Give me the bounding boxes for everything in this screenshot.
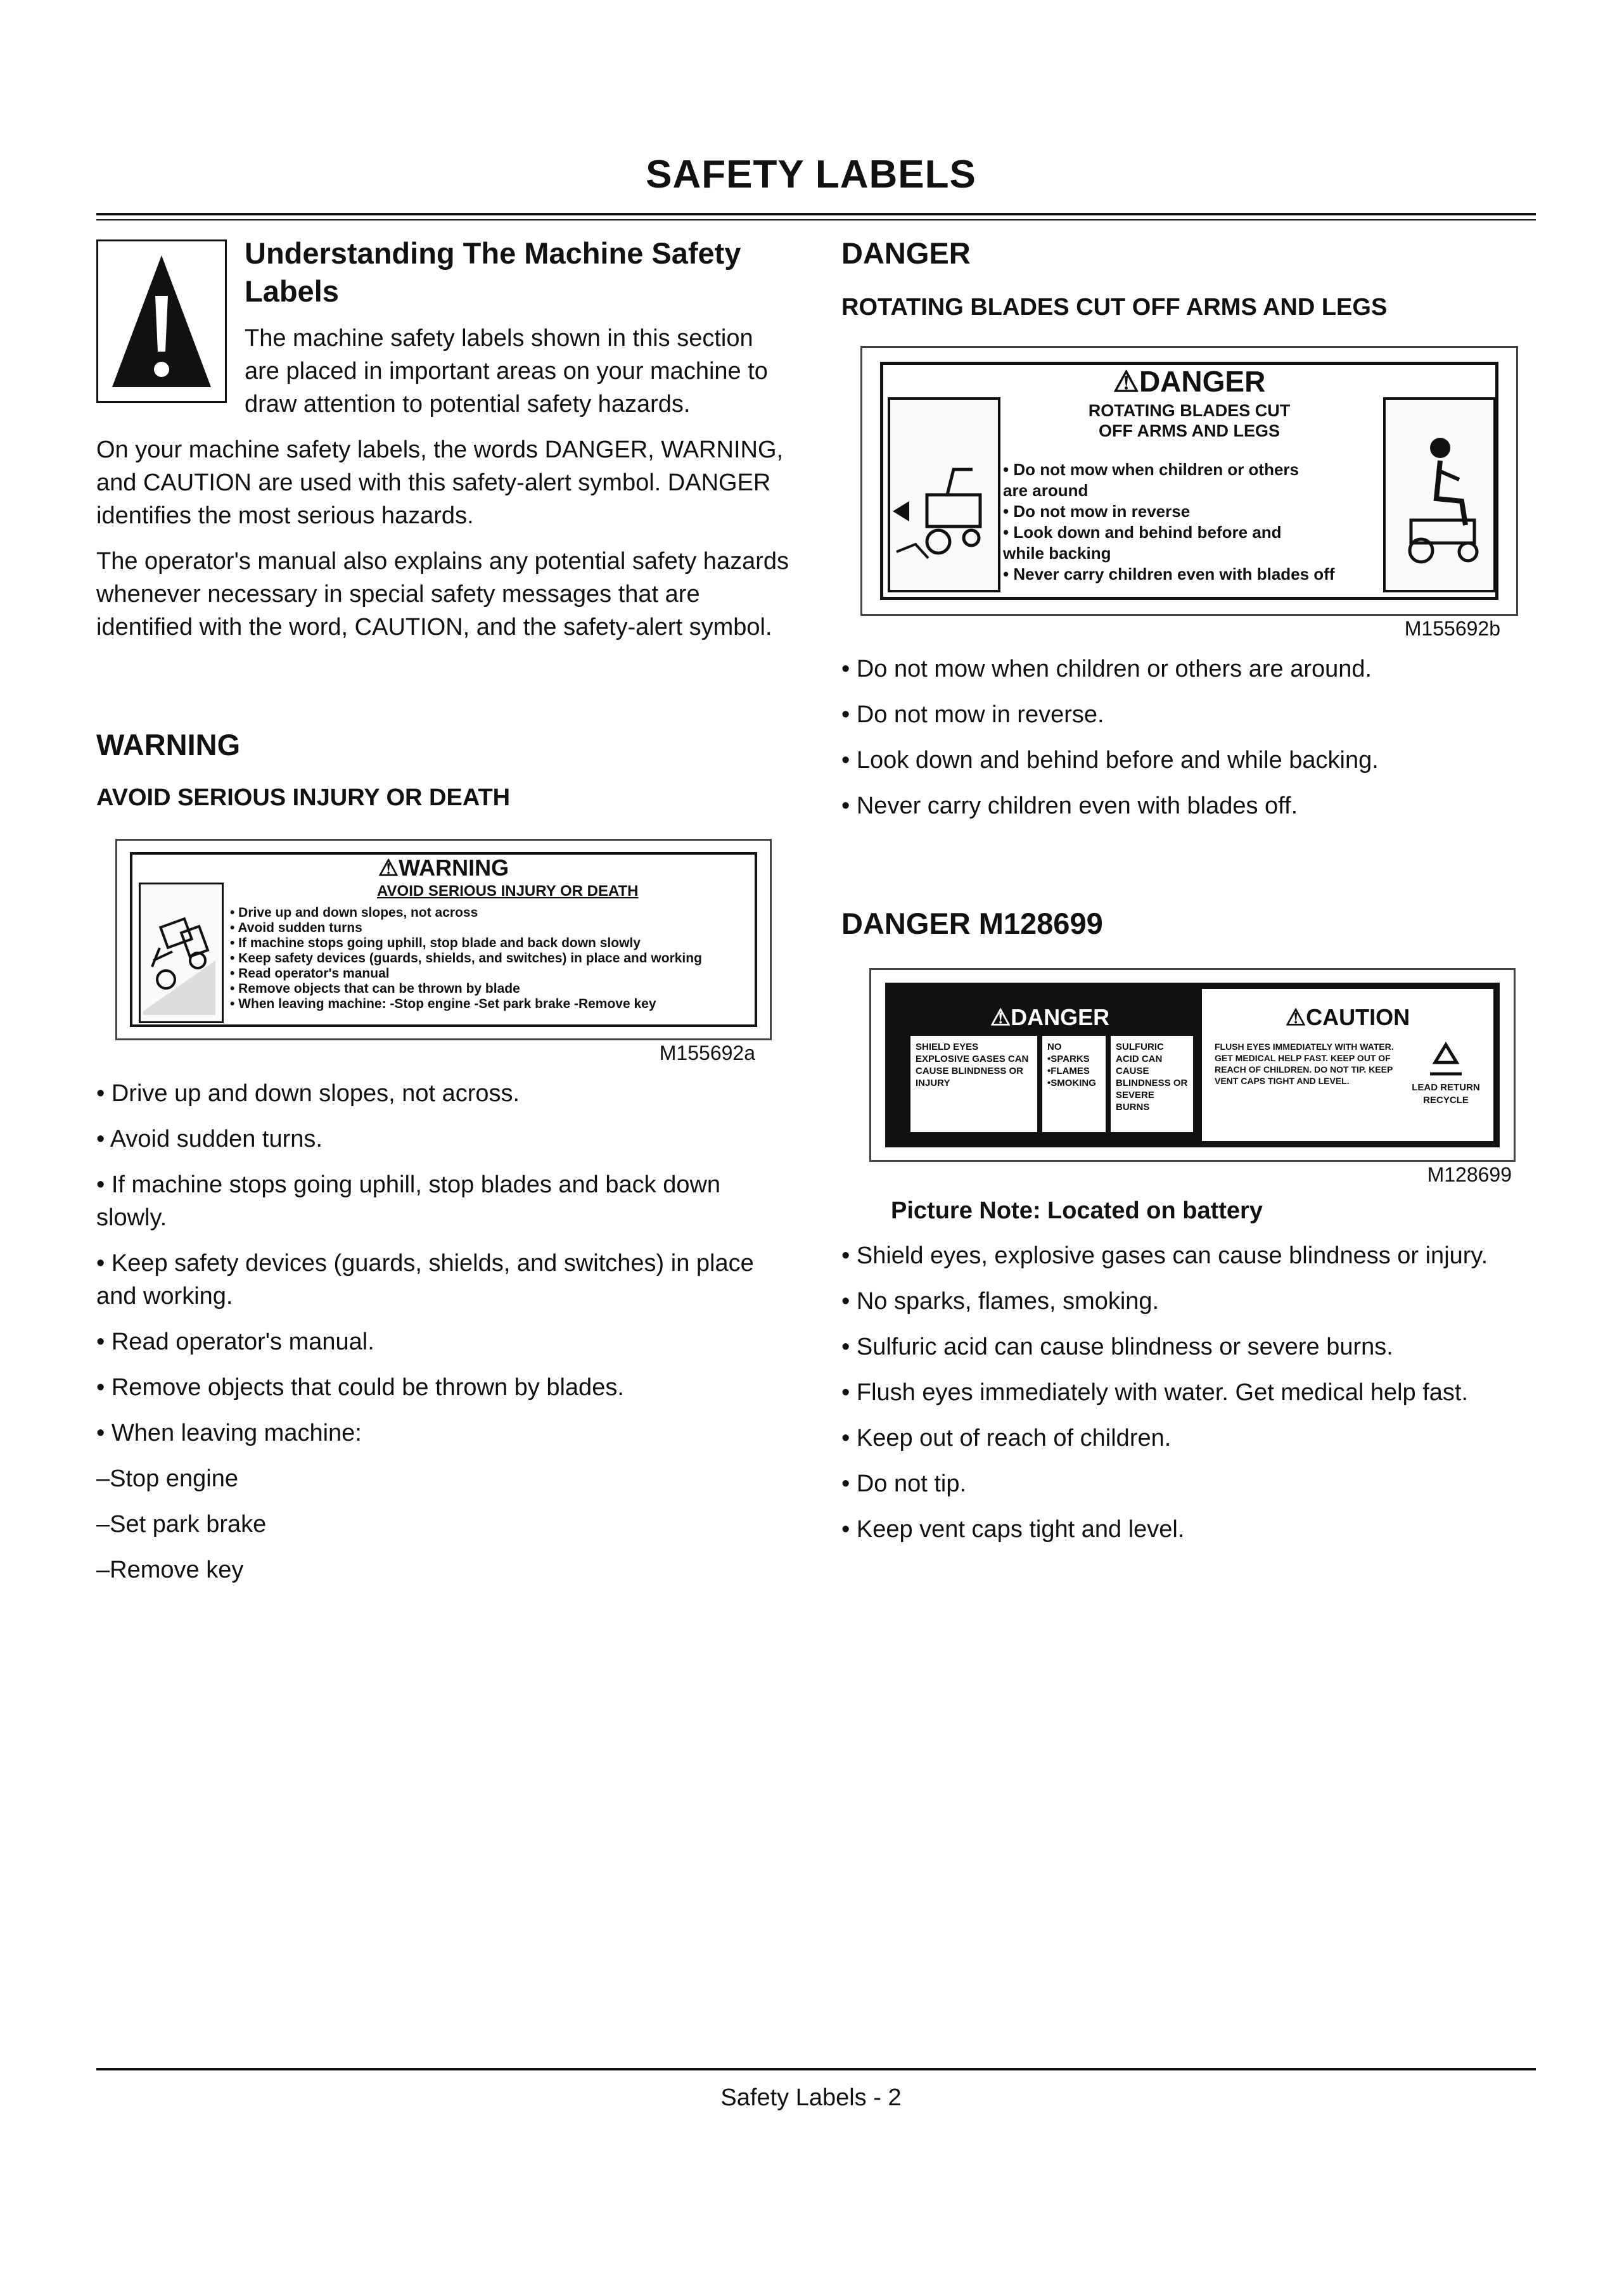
battery-cell-shield-eyes: SHIELD EYES EXPLOSIVE GASES CAN CAUSE BLINDNESS OR INJURY xyxy=(910,1036,1037,1132)
header-rule-thin xyxy=(96,219,1536,220)
danger-decal-line: • Do not mow when children or others xyxy=(1003,460,1300,479)
list-item: • If machine stops going uphill, stop blades and back down slowly. xyxy=(96,1171,721,1231)
list-item: • Flush eyes immediately with water. Get medical help fast. xyxy=(841,1379,1469,1406)
battery-decal-caption: M128699 xyxy=(1427,1163,1512,1186)
intro-paragraph-3: The operator's manual also explains any potential safety hazards whenever necessary in special safety messages that are identified with the word, CAUTION, and the safety-alert symbol. xyxy=(96,548,789,641)
danger-decal xyxy=(860,346,1518,616)
warning-decal-subtitle: AVOID SERIOUS INJURY OR DEATH xyxy=(377,883,639,900)
header-rule xyxy=(96,213,1536,215)
warning-decal-caption: M155692a xyxy=(659,1042,755,1064)
recycle-label: LEAD RETURN RECYCLE xyxy=(1412,1082,1480,1106)
battery-danger-heading: DANGER M128699 xyxy=(841,907,1103,940)
battery-cell-flush-eyes: FLUSH EYES IMMEDIATELY WITH WATER. GET MEDICAL HELP FAST. KEEP OUT OF REACH OF CHILDREN. DO NOT TIP. KEEP VENT CAPS TIGHT AND LEVEL. xyxy=(1215,1042,1394,1086)
mower-on-slope-icon xyxy=(141,884,218,1017)
battery-bullet-list xyxy=(841,1239,1538,1546)
danger-decal-line: • Look down and behind before and xyxy=(1003,523,1282,542)
battery-section xyxy=(841,905,1538,1546)
warning-decal-line: • Remove objects that can be thrown by blade xyxy=(230,981,520,996)
warning-section xyxy=(96,726,793,1586)
danger-decal-line: are around xyxy=(1003,481,1089,500)
danger-decal-line: while backing xyxy=(1003,544,1111,563)
list-item: –Set park brake xyxy=(96,1511,267,1538)
danger-subheading: ROTATING BLADES CUT OFF ARMS AND LEGS xyxy=(841,294,1388,321)
danger-heading: DANGER xyxy=(841,236,971,270)
battery-decal-danger-title: ⚠DANGER xyxy=(990,1004,1110,1030)
picture-note: Picture Note: Located on battery xyxy=(891,1197,1263,1224)
battery-decal-caution-title: ⚠CAUTION xyxy=(1285,1004,1410,1030)
safety-alert-symbol xyxy=(96,239,227,403)
list-item: • Keep safety devices (guards, shields, and switches) in place and working. xyxy=(96,1250,754,1310)
left-column xyxy=(96,234,793,1599)
battery-cell-recycle xyxy=(1405,1036,1487,1132)
danger-decal-line: • Never carry children even with blades off xyxy=(1003,564,1335,584)
warning-decal-line: • Avoid sudden turns xyxy=(230,921,362,935)
danger-decal-subtitle-1: ROTATING BLADES CUT xyxy=(1088,401,1291,420)
slope-mower-pictogram xyxy=(139,883,224,1023)
list-item: • Do not mow when children or others are around. xyxy=(841,656,1372,682)
warning-decal-title: ⚠WARNING xyxy=(378,855,509,881)
list-item: • When leaving machine: xyxy=(96,1420,362,1446)
rider-pictogram xyxy=(1383,397,1496,592)
list-item: • Look down and behind before and while backing. xyxy=(841,747,1379,774)
danger-decal-caption: M155692b xyxy=(1404,617,1500,640)
battery-cell-sulfuric-acid: SULFURIC ACID CAN CAUSE BLINDNESS OR SEVERE BURNS xyxy=(1111,1036,1193,1132)
warning-decal-line: • When leaving machine: -Stop engine -Set park brake -Remove key xyxy=(230,997,656,1011)
intro-paragraph-1: The machine safety labels shown in this section are placed in important areas on your machine to draw attention to potential safety hazards. xyxy=(245,325,768,418)
warning-decal-line: • Drive up and down slopes, not across xyxy=(230,905,478,920)
warning-decal xyxy=(115,839,772,1040)
battery-decal xyxy=(869,968,1516,1162)
page-footer: Safety Labels - 2 xyxy=(720,2084,902,2111)
list-item: • Read operator's manual. xyxy=(96,1329,374,1355)
warning-decal-line: • Keep safety devices (guards, shields, and switches) in place and working xyxy=(230,951,702,966)
list-item: • Keep vent caps tight and level. xyxy=(841,1516,1185,1543)
intro-heading: Understanding The Machine Safety Labels xyxy=(245,236,741,308)
warning-triangle-icon xyxy=(108,252,215,391)
danger-decal-line: • Do not mow in reverse xyxy=(1003,502,1191,521)
reverse-mowing-pictogram xyxy=(888,397,1000,592)
mower-rider-icon xyxy=(1386,400,1490,586)
list-item: • Do not tip. xyxy=(841,1470,967,1497)
warning-subheading: AVOID SERIOUS INJURY OR DEATH xyxy=(96,784,511,811)
list-item: • Do not mow in reverse. xyxy=(841,701,1104,728)
list-item: • Keep out of reach of children. xyxy=(841,1425,1172,1451)
battery-cell-no-sparks: NO •SPARKS •FLAMES •SMOKING xyxy=(1042,1036,1106,1132)
page-title: SAFETY LABELS xyxy=(646,153,976,196)
intro-paragraph-2: On your machine safety labels, the words DANGER, WARNING, and CAUTION are used with this safety-alert symbol. DANGER identifies the most serious hazards. xyxy=(96,437,784,529)
warning-heading: WARNING xyxy=(96,728,241,762)
warning-bullet-list xyxy=(96,1077,793,1586)
danger-section xyxy=(841,234,1538,822)
right-column xyxy=(841,234,1538,1559)
list-item: • Sulfuric acid can cause blindness or severe burns. xyxy=(841,1334,1393,1360)
list-item: –Remove key xyxy=(96,1557,244,1583)
list-item: –Stop engine xyxy=(96,1465,238,1492)
list-item: • Never carry children even with blades off. xyxy=(841,793,1298,819)
list-item: • Shield eyes, explosive gases can cause blindness or injury. xyxy=(841,1242,1488,1269)
footer-rule xyxy=(96,2068,1536,2070)
danger-bullet-list xyxy=(841,653,1538,822)
list-item: • Avoid sudden turns. xyxy=(96,1126,322,1152)
danger-decal-title: ⚠DANGER xyxy=(1113,365,1266,398)
list-item: • Drive up and down slopes, not across. xyxy=(96,1080,520,1107)
list-item: • Remove objects that could be thrown by blades. xyxy=(96,1374,624,1401)
mower-reverse-child-icon xyxy=(890,400,994,586)
danger-decal-subtitle-2: OFF ARMS AND LEGS xyxy=(1099,421,1280,440)
intro-section xyxy=(96,234,793,644)
warning-decal-line: • If machine stops going uphill, stop blade and back down slowly xyxy=(230,936,641,950)
recycle-icon xyxy=(1424,1041,1468,1079)
list-item: • No sparks, flames, smoking. xyxy=(841,1288,1159,1315)
warning-decal-line: • Read operator's manual xyxy=(230,966,390,981)
